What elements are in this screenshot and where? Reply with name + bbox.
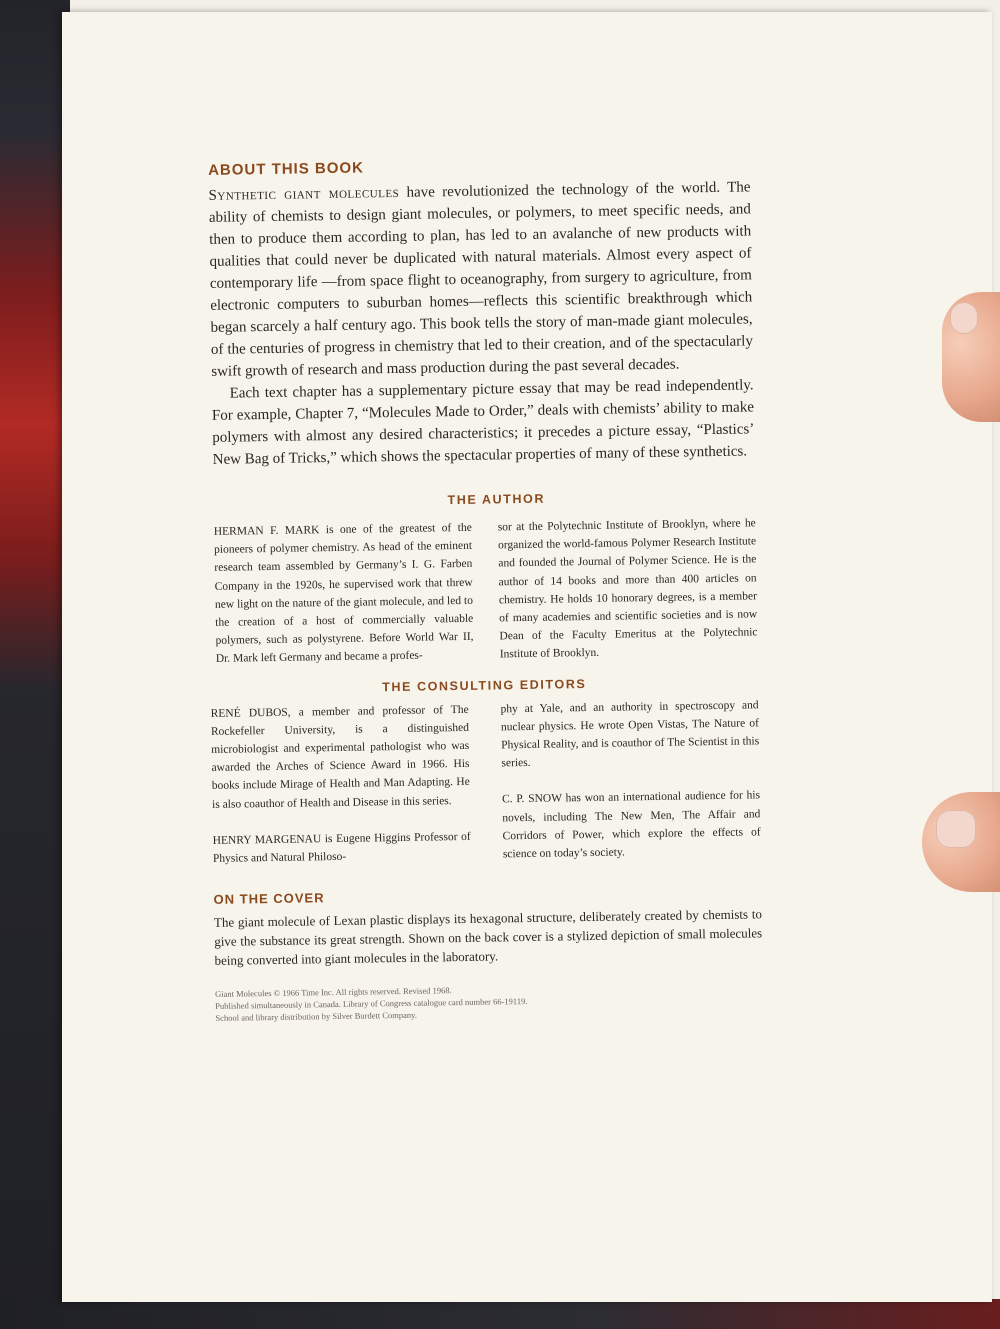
cover-text: The giant molecule of Lexan plastic displays its hexagonal structure, deliberately created by chemists to give the substance its great strength. Shown on the back cover is a stylized depiction of small molecules being converted into giant molecules in the laboratory. bbox=[213, 906, 763, 969]
editor-margenau: HENRY MARGENAU is Eugene Higgins Professor of Physics and Natural Philoso- bbox=[212, 830, 471, 865]
author-heading: THE AUTHOR bbox=[447, 491, 546, 508]
author-columns bbox=[214, 514, 758, 668]
copyright-line-1: Giant Molecules © 1966 Time Inc. All rights reserved. Revised 1968. bbox=[214, 985, 452, 1000]
page-content bbox=[202, 153, 763, 1024]
author-bio-2: sor at the Polytechnic Institute of Brooklyn, where he organized the world-famous Polymer Research Institute and founded the Journal of Polymer Science. He is the author of 14 books and more than 400 articles on chemistry. He holds 10 honorary degrees, is a member of many academies and scientific societies and is now Dean of the Faculty Emeritus at the Polytechnic Institute of Brooklyn. bbox=[497, 517, 758, 661]
about-paragraph-1 bbox=[208, 176, 753, 382]
thumb-finger bbox=[942, 292, 1000, 422]
cover-heading: ON THE COVER bbox=[213, 890, 325, 908]
author-bio-1: HERMAN F. MARK is one of the greatest of the pioneers of polymer chemistry. As head of the eminent research team assembled by Germany’s I. G. Farben Company in the 1920s, he supervised work that threw new light on the nature of the giant molecule, and led to the creation of a host of commercially valuable polymers, such as polystyrene. Before World War II, Dr. Mark left Germany and became a profes- bbox=[213, 521, 474, 666]
author-col-right bbox=[498, 514, 758, 664]
editor-margenau-cont: phy at Yale, and an authority in spectroscopy and nuclear physics. He wrote Open Vistas, The Nature of Physical Reality, and is coauthor of The Scientist in this series. bbox=[500, 698, 760, 770]
editors-col-left bbox=[211, 701, 472, 869]
about-heading: ABOUT THIS BOOK bbox=[207, 159, 365, 179]
editor-snow: C. P. SNOW has won an international audience for his novels, including The New Men, The Affair and Corridors of Power, which explore the effects of science on today’s society. bbox=[501, 789, 761, 861]
editor-dubos: RENÉ DUBOS, a member and professor of The Rockefeller University, is a distinguished microbiologist and experimental pathologist who was awarded the Arches of Science Award in 1966. His books include Mirage of Health and Man Adapting. He is also coauthor of Health and Disease in this series. bbox=[210, 703, 470, 811]
editors-col-right bbox=[500, 696, 761, 864]
index-finger bbox=[922, 792, 1000, 892]
fingernail bbox=[936, 810, 976, 848]
book-cover-edge bbox=[0, 0, 70, 1329]
fingernail bbox=[950, 302, 978, 334]
about-paragraph-2: Each text chapter has a supplementary picture essay that may be read independently. For example, Chapter 7, “Molecules Made to Order,” deals with chemists’ ability to make polymers with almost any desired characteristics; it precedes a picture essay, “Plastics’ New Bag of Tricks,” which shows the spectacular properties of many of these synthetics. bbox=[211, 377, 755, 468]
editors-columns bbox=[211, 696, 762, 868]
copyright-line-2: Published simultaneously in Canada. Library of Congress catalogue card number 66-19119. bbox=[215, 996, 528, 1012]
editors-heading: THE CONSULTING EDITORS bbox=[382, 676, 587, 694]
book-page bbox=[62, 12, 992, 1302]
copyright-line-3: School and library distribution by Silver Burdett Company. bbox=[215, 1009, 418, 1024]
about-paragraph-1-body: have revolutionized the technology of the world. The ability of chemists to design giant molecules, or polymers, to meet specific needs, and then to produce them according to plan, has led to an avalanche of new products with qualities that could never be duplicated with natural materials. Almost every aspect of contemporary life —from space flight to oceanography, from surgery to agriculture, from electronic computers to suburban homes—reflects this scientific breakthrough which began scarcely a half century ago. This book tells the story of man-made giant molecules, of the centuries of progress in chemistry that led to their creation, and of the spectacularly swift growth of research and mass production during the past several decades. bbox=[208, 179, 754, 380]
about-lead: Synthetic giant molecules bbox=[208, 184, 400, 204]
book-cover-bottom bbox=[0, 1299, 1000, 1329]
author-col-left bbox=[214, 519, 474, 669]
